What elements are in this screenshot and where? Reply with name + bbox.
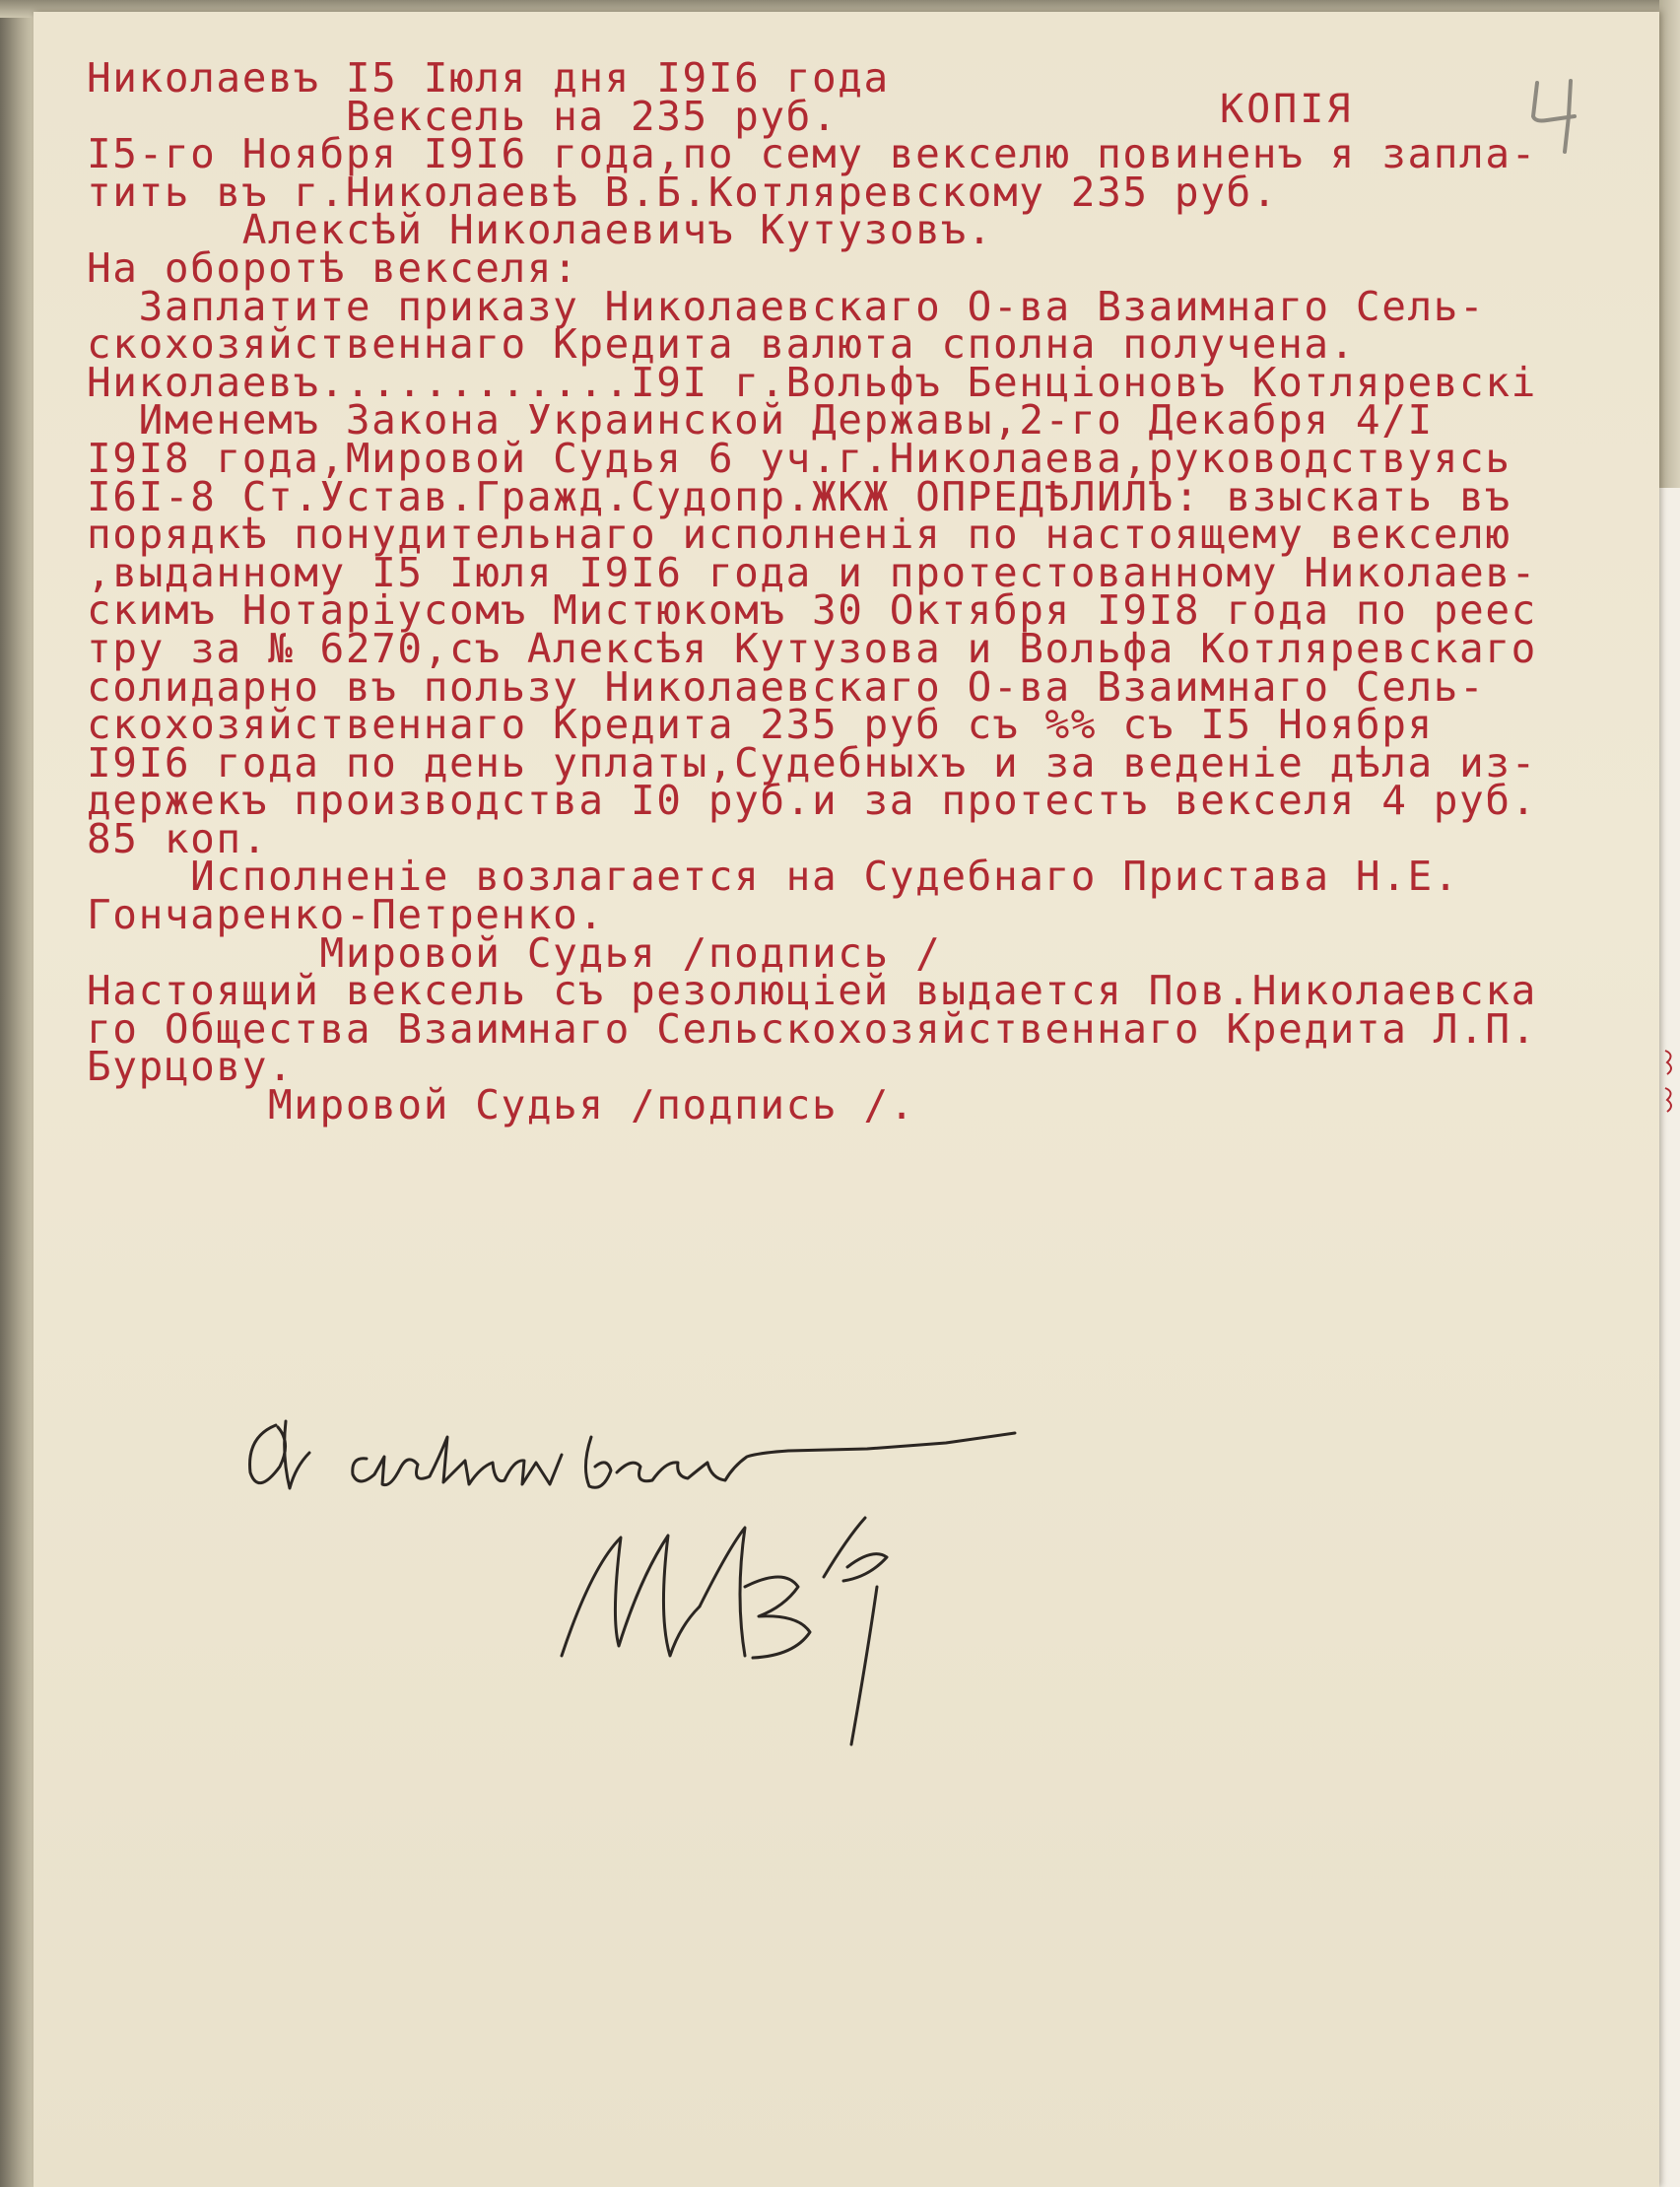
typed-line: солидарно въ пользу Николаевскаго О-ва Взаимнаго Сель-: [87, 662, 1486, 711]
typed-line: скохозяйственнаго Кредита 235 руб съ %% съ I5 Ноября: [87, 701, 1434, 749]
typed-line: скимъ Нотаріусомъ Мистюкомъ 30 Октября I9I8 года по реес: [87, 586, 1537, 635]
typed-line: I9I8 года,Мировой Судья 6 уч.г.Николаева,руководствуясь: [87, 434, 1512, 482]
binding-shadow: [0, 0, 34, 2187]
typed-line: Николаевъ............I9I г.Вольфъ Бенціоновъ Котляревскі: [87, 358, 1537, 406]
typed-line: I5-го Ноября I9I6 года,по сему векселю повиненъ я запла-: [87, 130, 1537, 178]
typed-line: ,выданному I5 Iюля I9I6 года и протестованному Николаев-: [87, 548, 1537, 596]
typed-line: На оборотѣ векселя:: [87, 243, 579, 292]
typed-line: Мировой Судья /подпись /.: [87, 1081, 916, 1129]
typed-line: Вексель на 235 руб.: [87, 92, 839, 140]
typed-line: Настоящий вексель съ резолюціей выдается Пов.Николаевска: [87, 967, 1537, 1015]
edge-marks: [1661, 1045, 1679, 1130]
signature: [552, 1508, 946, 1764]
typed-line: Гончаренко-Петренко.: [87, 891, 605, 939]
typed-line: Исполненіе возлагается на Судебнаго Пристава Н.Е.: [87, 853, 1460, 901]
typed-line: тру за № 6270,съ Алексѣя Кутузова и Вольфа Котляревскаго: [87, 624, 1537, 672]
typed-line: I6I-8 Ст.Устав.Гражд.Судопр.ЖКЖ ОПРЕДѢЛИЛЪ: взыскать въ: [87, 472, 1512, 520]
typed-line: Именемъ Закона Украинской Державы,2-го Декабря 4/I: [87, 396, 1434, 444]
typed-line: скохозяйственнаго Кредита валюта сполна получена.: [87, 320, 1356, 369]
copy-label: КОПІЯ: [1220, 87, 1354, 132]
typed-line: Алексѣй Николаевичъ Кутузовъ.: [87, 206, 993, 254]
typed-line: Бурцову.: [87, 1043, 295, 1091]
typed-line: Мировой Судья /подпись /: [87, 928, 942, 977]
handwritten-note: [236, 1398, 1025, 1506]
typed-line: тить въ г.Николаевѣ В.Б.Котляревскому 235 руб.: [87, 168, 1279, 216]
typed-text: [87, 54, 1663, 1129]
typed-line: Заплатите приказу Николаевскаго О-ва Взаимнаго Сель-: [87, 282, 1486, 330]
typed-line: Николаевъ I5 Iюля дня I9I6 года: [87, 54, 890, 102]
typed-line: 85 коп.: [87, 814, 268, 862]
typed-line: держекъ производства I0 руб.и за протестъ векселя 4 руб.: [87, 777, 1537, 825]
typed-line: порядкѣ понудительнаго исполненія по настоящему векселю: [87, 511, 1512, 559]
typed-line: I9I6 года по день уплаты,Судебныхъ и за веденіе дѣла из-: [87, 738, 1537, 786]
typed-line: го Общества Взаимнаго Сельскохозяйственнаго Кредита Л.П.: [87, 1004, 1537, 1053]
